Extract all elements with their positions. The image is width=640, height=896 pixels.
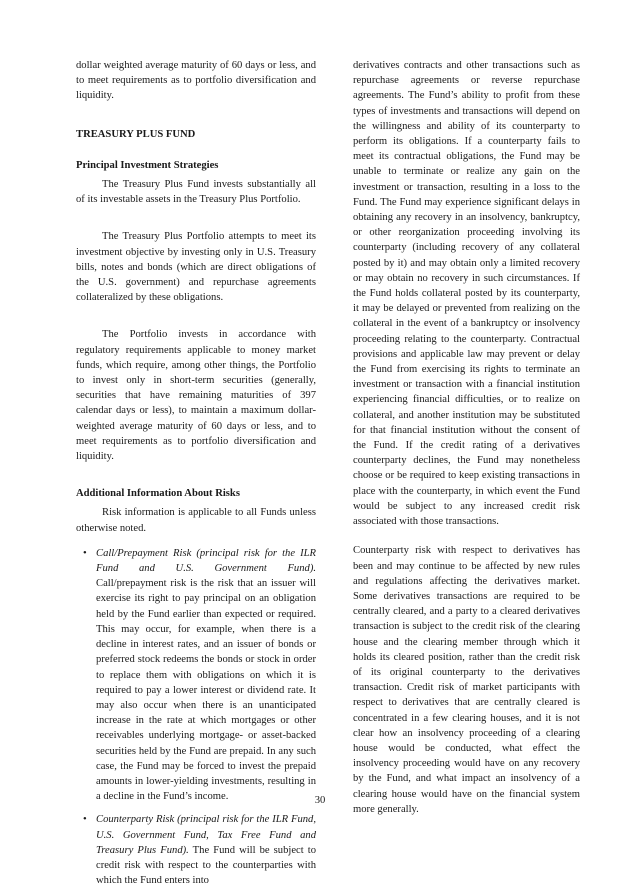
page-number: 30 [314, 795, 326, 806]
counterparty-paragraph-1: derivatives contracts and other transactions such as repurchase agreements or reverse repurchase agreements. The Fund’s ability to profit from these types of investments and transactions will depend on the willingness and ability of its counterparty to perform its obligations. If a counterparty fails to meet its contractual obligations, the Fund may be unable to terminate or realize any gain on the investment or transaction, resulting in a loss to the Fund. The Fund may experience significant delays in obtaining any recovery in an insolvency, bankruptcy, or other reorganization proceeding involving its counterparty (including recovery of any collateral posted by it) and may obtain only a limited recovery or may obtain no recovery in such circumstances. If the Fund holds collateral posted by its counterparty, it may be delayed or prevented from realizing on the collateral in the event of a bankruptcy or insolvency proceeding relating to the counterparty. Contractual provisions and applicable law may prevent or delay the Fund from exercising its rights to terminate an investment or transaction with a financial institution experiencing financial difficulties, or to realize on collateral, and another institution may be substituted for that financial institution without the consent of the Fund. If the credit rating of a derivatives counterparty declines, the Fund may nonetheless choose or be required to keep existing transactions in place with the counterparty, in which event the Fund would be subject to any increased credit risk associated with those transactions. [353, 60, 580, 528]
right-column [353, 58, 580, 817]
risks-heading: Additional Information About Risks [76, 488, 240, 500]
left-column [76, 58, 316, 896]
intro-paragraph: dollar weighted average maturity of 60 days or less, and to meet requirements as to portfolio diversification and liquidity. [76, 60, 316, 102]
bullet-icon: • [83, 814, 87, 826]
bullet-icon: • [83, 547, 87, 559]
bullet-text: Call/prepayment risk is the risk that an issuer will exercise its right to pay principal on an obligation held by the Fund earlier than expected or required. This may occur, for example, when there is a decline in interest rates, and an issuer of bonds or preferred stock redeems the bonds or stock in order to replace them with obligations on which it is required to pay a lower interest or dividend rate. It may also occur when there is an unanticipated increase in the rate at which mortgages or other receivables underlying mortgage- or asset-backed securities held by the Fund are prepaid. In any such case, the Fund may be forced to invest the prepaid amounts in lower-yielding investments, resulting in a decline in the Fund’s income. [96, 578, 316, 803]
strategy-paragraph-1: The Treasury Plus Fund invests substantially all of its investable assets in the Treasury Plus Portfolio. [76, 179, 316, 206]
counterparty-paragraph-2: Counterparty risk with respect to derivatives has been and may continue to be affected by new rules and regulations affecting the derivatives market. Some derivatives transactions are required to be centrally cleared, and a party to a cleared derivatives transaction is subject to the credit risk of the clearing house and the clearing member through which it holds its cleared position, rather than the credit risk of its original counterparty to the derivatives transaction. Credit risk of market participants with respect to derivatives that are centrally cleared is concentrated in a few clearing houses, and it is not clear how an insolvency proceeding of a clearing house would be conducted, what effect the insolvency proceeding would have on any recovery by the Fund, and what impact an insolvency of a clearing house would have on the financial system more generally. [353, 545, 580, 815]
strategy-paragraph-3: The Portfolio invests in accordance with regulatory requirements applicable to money market funds, which require, among other things, the Portfolio to invest only in short-term securities (generally, securities that have remaining maturities of 397 calendar days or less), to maintain a maximum dollar-weighted average maturity of 60 days or less, and to meet requirements as to portfolio diversification and liquidity. [76, 329, 316, 463]
bullet-title: Counterparty Risk (principal risk for the ILR Fund, U.S. Government Fund, Tax Free Fund and Treasury Plus Fund). [96, 814, 316, 856]
strategies-heading: Principal Investment Strategies [76, 159, 219, 171]
list-item [83, 546, 316, 804]
bullet-text: The Fund will be subject to credit risk with respect to the counterparties with which the Fund enters into [96, 844, 316, 887]
list-item [83, 812, 316, 888]
bullet-title: Call/Prepayment Risk (principal risk for the ILR Fund and U.S. Government Fund). [96, 547, 316, 575]
risks-intro-paragraph: Risk information is applicable to all Funds unless otherwise noted. [76, 507, 316, 534]
bullet-paragraph [96, 812, 316, 888]
fund-heading: TREASURY PLUS FUND [76, 128, 196, 140]
strategy-paragraph-2: The Treasury Plus Portfolio attempts to meet its investment objective by investing only in U.S. Treasury bills, notes and bonds (which are direct obligations of the U.S. government) and repurchase agreements collateralized by these obligations. [76, 231, 316, 304]
risk-bullet-list [76, 546, 316, 888]
bullet-paragraph [96, 546, 316, 804]
